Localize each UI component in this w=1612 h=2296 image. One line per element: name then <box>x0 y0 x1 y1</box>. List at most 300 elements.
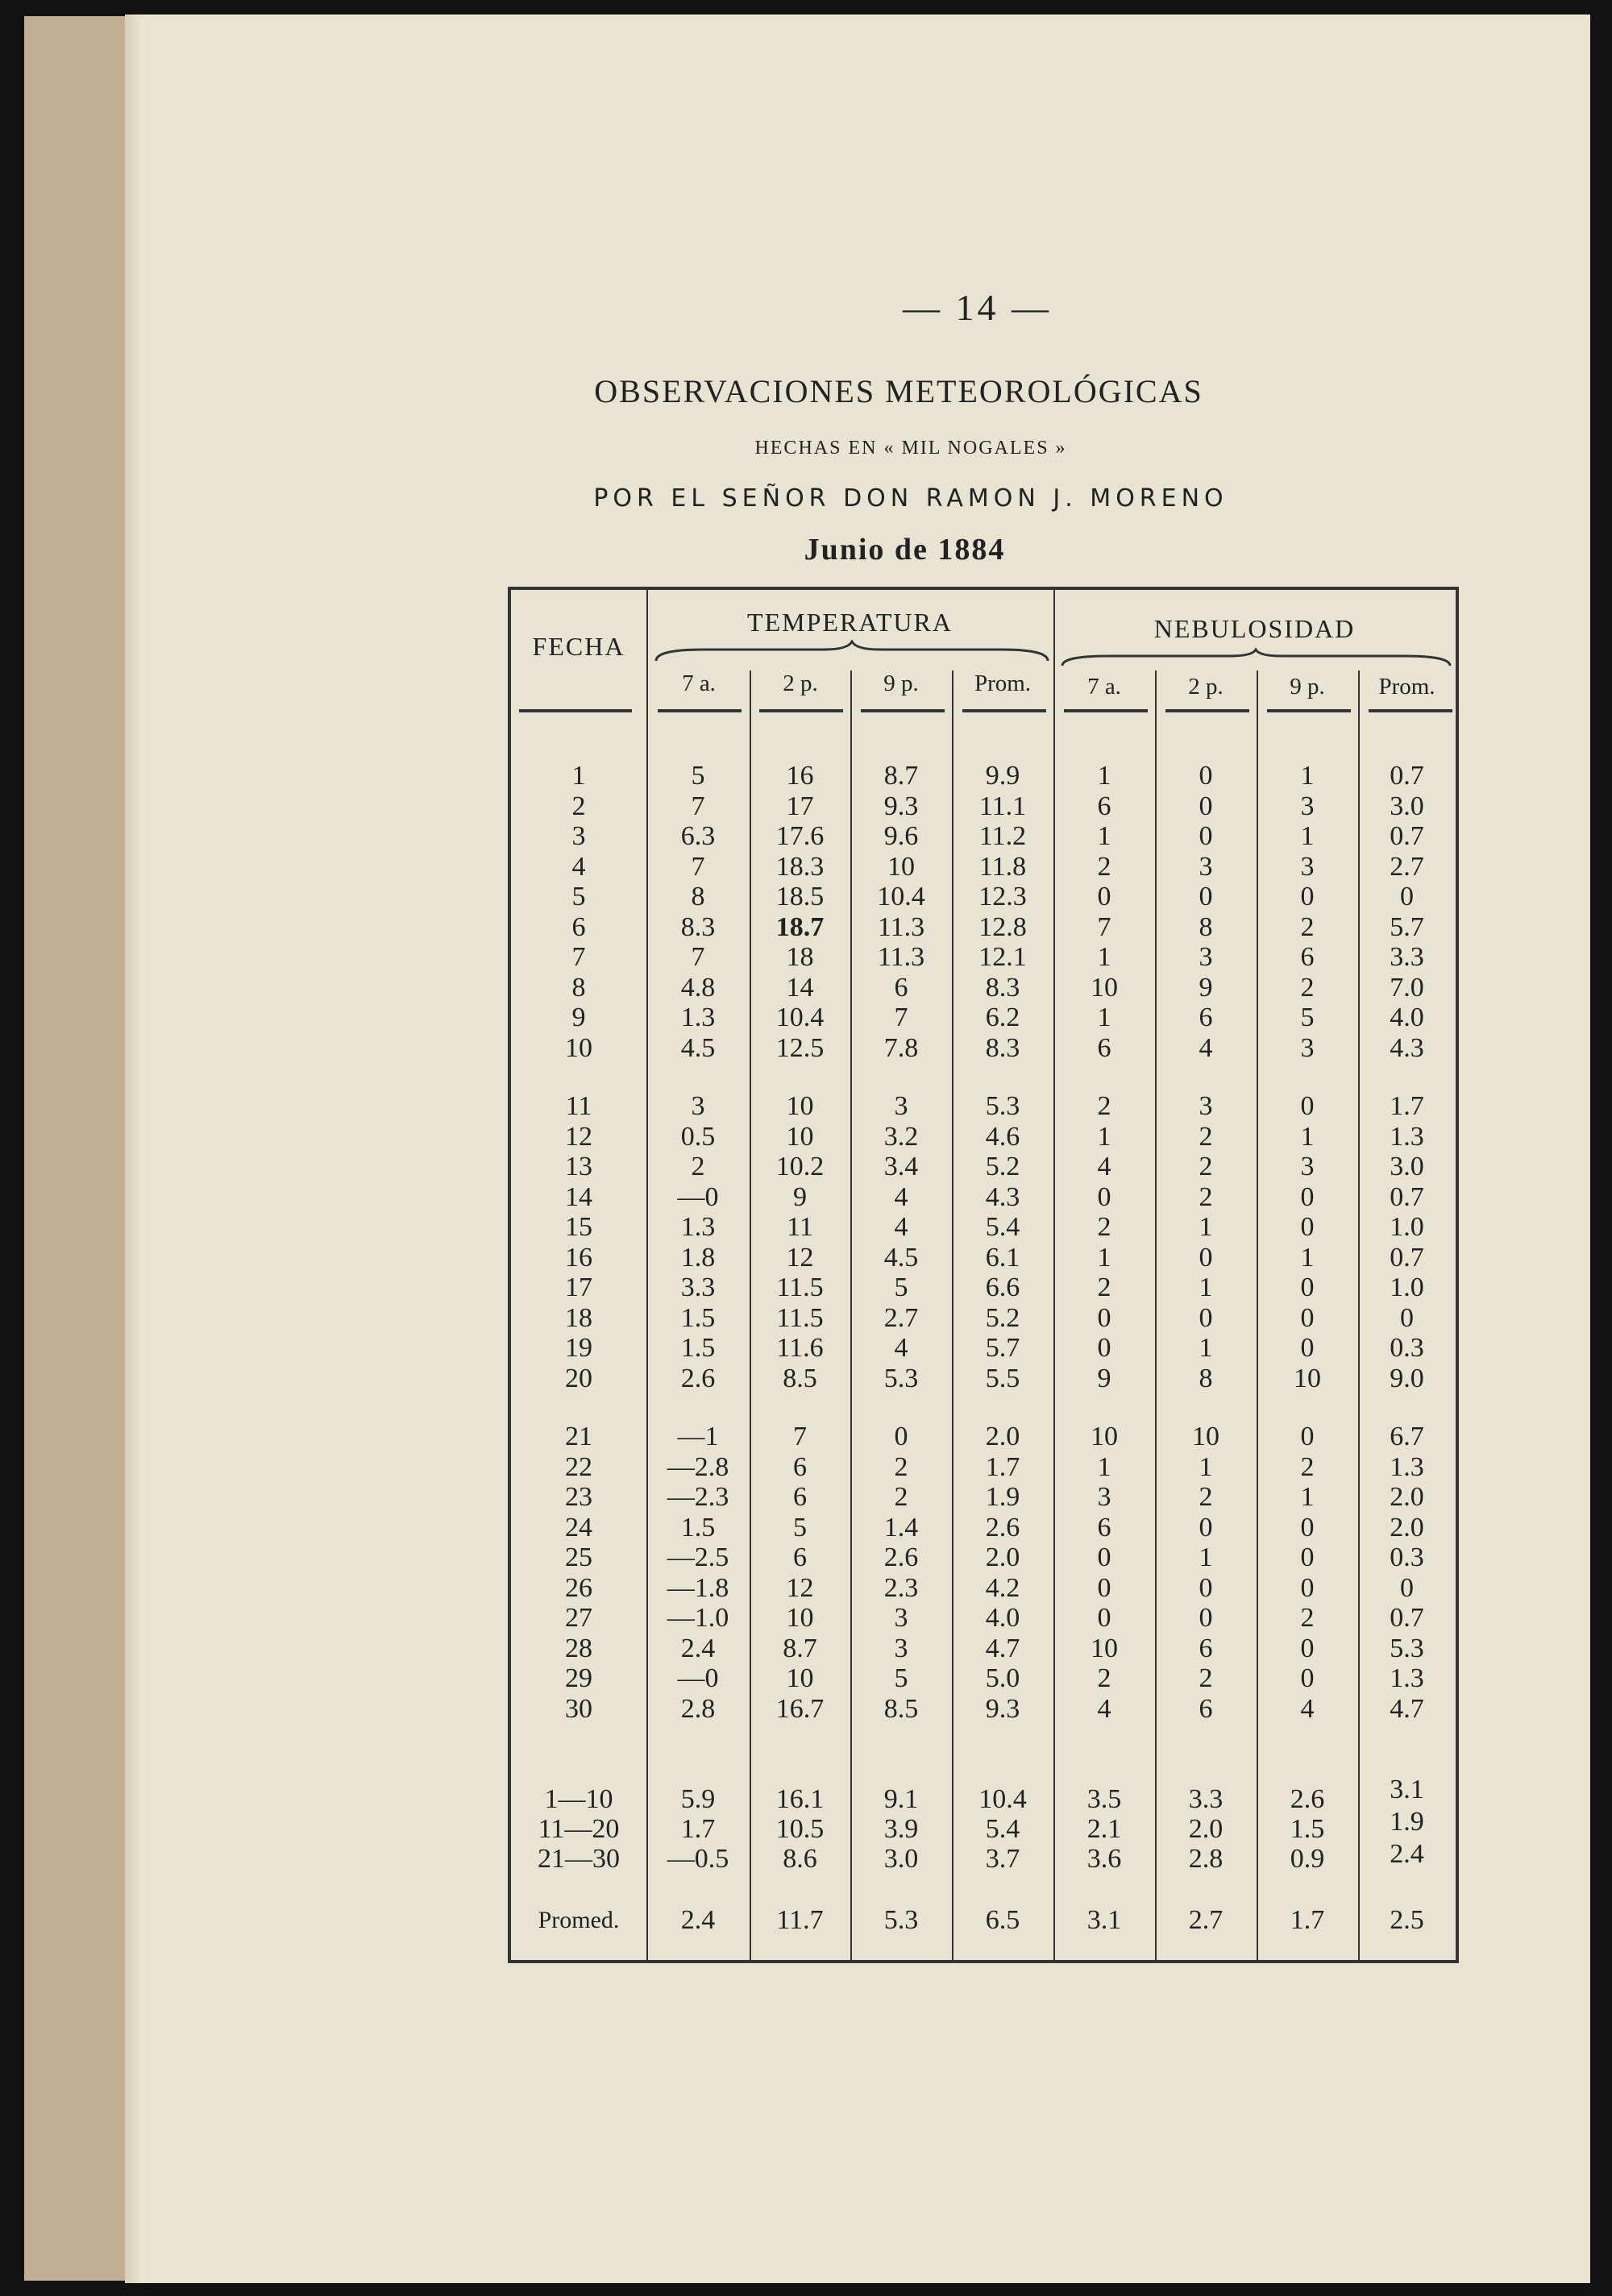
cell-fecha: 28 <box>565 1633 592 1663</box>
summary-cell-neb-prom: 3.1 <box>1390 1775 1424 1804</box>
cell-neb-7a: 2 <box>1097 1091 1111 1121</box>
promedio-cell-neb-9p: 1.7 <box>1290 1905 1325 1935</box>
cell-temp-2p: 11.6 <box>776 1333 824 1363</box>
cell-temp-7a: 1.5 <box>680 1512 716 1542</box>
cell-fecha: 30 <box>565 1693 592 1724</box>
cell-temp-9p: 9.6 <box>883 821 919 851</box>
cell-neb-2p: 10 <box>1192 1422 1219 1451</box>
cell-temp-2p: 6 <box>793 1451 807 1482</box>
cell-temp-9p: 2.6 <box>883 1542 919 1572</box>
cell-temp-9p: 2 <box>894 1482 908 1512</box>
col-neb-9p: 9 p. <box>1290 674 1325 700</box>
cell-temp-9p: 7.8 <box>883 1032 919 1063</box>
cell-temp-2p: 18.3 <box>775 851 825 882</box>
observations-table <box>508 587 1459 1963</box>
cell-neb-9p: 2 <box>1300 1451 1315 1482</box>
cell-neb-prom: 1.3 <box>1390 1451 1424 1482</box>
summary-cell-neb-prom: 2.4 <box>1390 1839 1424 1869</box>
page-number: — 14 — <box>903 287 1052 328</box>
summary-cell-neb-prom: 1.9 <box>1390 1807 1424 1837</box>
cell-temp-9p: 3 <box>894 1091 908 1121</box>
cell-neb-7a: 0 <box>1097 1603 1111 1633</box>
cell-temp-2p: 10.2 <box>775 1152 825 1181</box>
cell-neb-2p: 6 <box>1199 1633 1213 1663</box>
cell-neb-2p: 4 <box>1199 1032 1213 1063</box>
cell-temp-2p: 6 <box>793 1542 807 1572</box>
cell-neb-9p: 0 <box>1300 1091 1315 1121</box>
cell-temp-7a: 8 <box>691 882 705 911</box>
cell-neb-2p: 3 <box>1199 851 1213 882</box>
summary-cell-fecha: 1—10 <box>544 1784 613 1814</box>
promedio-cell-temp-7a: 2.4 <box>680 1905 716 1935</box>
book-spine <box>24 16 137 2281</box>
cell-fecha: 1 <box>571 761 586 791</box>
cell-temp-7a: 3 <box>691 1091 705 1121</box>
cell-neb-9p: 1 <box>1300 1482 1315 1512</box>
cell-temp-2p: 10 <box>786 1663 814 1693</box>
cell-temp-2p: 6 <box>793 1482 807 1512</box>
cell-neb-prom: 2.0 <box>1390 1512 1424 1542</box>
cell-neb-7a: 9 <box>1097 1363 1111 1393</box>
summary-cell-temp-9p: 3.9 <box>883 1814 919 1844</box>
cell-neb-9p: 2 <box>1300 1603 1315 1633</box>
cell-neb-9p: 3 <box>1300 791 1315 821</box>
cell-neb-7a: 10 <box>1091 972 1118 1003</box>
cell-neb-2p: 0 <box>1199 1572 1213 1603</box>
summary-cell-neb-7a: 3.5 <box>1086 1784 1122 1814</box>
cell-temp-2p: 10 <box>786 1091 814 1121</box>
cell-temp-7a: 1.5 <box>680 1302 716 1333</box>
cell-fecha: 23 <box>565 1482 592 1512</box>
col-temp-2p: 2 p. <box>783 671 818 696</box>
cell-neb-2p: 0 <box>1199 821 1213 851</box>
cell-neb-7a: 2 <box>1097 1273 1111 1302</box>
cell-temp-9p: 5 <box>894 1663 908 1693</box>
cell-neb-9p: 0 <box>1300 1542 1315 1572</box>
cell-neb-9p: 0 <box>1300 882 1315 911</box>
cell-neb-2p: 2 <box>1199 1663 1213 1693</box>
cell-fecha: 14 <box>565 1181 592 1212</box>
cell-temp-prom: 5.5 <box>985 1363 1020 1393</box>
cell-temp-9p: 5 <box>894 1273 908 1302</box>
cell-temp-9p: 4 <box>894 1333 908 1363</box>
cell-temp-2p: 11 <box>787 1212 813 1242</box>
cell-neb-2p: 1 <box>1199 1333 1213 1363</box>
cell-temp-2p: 16 <box>786 761 814 791</box>
cell-neb-2p: 2 <box>1199 1181 1213 1212</box>
cell-temp-prom: 9.3 <box>985 1693 1020 1724</box>
cell-temp-2p: 12.5 <box>775 1032 825 1063</box>
cell-neb-2p: 8 <box>1199 911 1213 942</box>
cell-neb-2p: 0 <box>1199 1242 1213 1273</box>
cell-neb-9p: 5 <box>1300 1003 1315 1032</box>
cell-neb-9p: 0 <box>1300 1572 1315 1603</box>
summary-cell-neb-9p: 0.9 <box>1290 1844 1325 1874</box>
summary-cell-fecha: 11—20 <box>538 1814 620 1844</box>
nebulosidad-brace <box>1061 648 1452 669</box>
cell-temp-2p: 18 <box>786 942 814 972</box>
cell-neb-prom: 4.7 <box>1390 1693 1424 1724</box>
cell-temp-9p: 11.3 <box>877 911 925 942</box>
cell-neb-7a: 0 <box>1097 882 1111 911</box>
cell-fecha: 12 <box>565 1121 592 1152</box>
cell-neb-7a: 10 <box>1091 1422 1118 1451</box>
cell-temp-prom: 2.0 <box>985 1422 1020 1451</box>
cell-temp-7a: 0.5 <box>680 1121 716 1152</box>
cell-fecha: 10 <box>565 1032 592 1063</box>
cell-neb-prom: 0.7 <box>1390 761 1424 791</box>
cell-temp-9p: 3 <box>894 1603 908 1633</box>
cell-neb-9p: 0 <box>1300 1512 1315 1542</box>
cell-neb-7a: 3 <box>1097 1482 1111 1512</box>
summary-cell-temp-prom: 3.7 <box>985 1844 1020 1874</box>
promedio-cell-fecha: Promed. <box>538 1907 620 1933</box>
cell-temp-9p: 0 <box>894 1422 908 1451</box>
cell-fecha: 24 <box>565 1512 592 1542</box>
cell-temp-9p: 9.3 <box>883 791 919 821</box>
cell-temp-2p: 11.5 <box>776 1302 824 1333</box>
summary-cell-temp-prom: 10.4 <box>978 1784 1027 1814</box>
header-nebulosidad: NEBULOSIDAD <box>1153 614 1356 643</box>
cell-neb-prom: 0.7 <box>1390 1181 1424 1212</box>
cell-neb-7a: 7 <box>1097 911 1111 942</box>
cell-temp-7a: —2.5 <box>667 1542 729 1572</box>
cell-temp-7a: 8.3 <box>680 911 716 942</box>
promedio-cell-temp-prom: 6.5 <box>985 1905 1020 1935</box>
cell-temp-prom: 5.2 <box>985 1302 1020 1333</box>
cell-temp-prom: 11.1 <box>978 791 1027 821</box>
cell-temp-prom: 5.2 <box>985 1152 1020 1181</box>
cell-temp-2p: 8.5 <box>783 1363 817 1393</box>
cell-neb-7a: 0 <box>1097 1542 1111 1572</box>
cell-temp-prom: 1.9 <box>985 1482 1020 1512</box>
col-temp-9p: 9 p. <box>883 671 919 696</box>
cell-temp-prom: 4.2 <box>985 1572 1020 1603</box>
promedio-cell-neb-2p: 2.7 <box>1188 1905 1224 1935</box>
cell-neb-prom: 0.7 <box>1390 821 1424 851</box>
cell-neb-2p: 1 <box>1199 1542 1213 1572</box>
cell-temp-7a: 7 <box>691 791 705 821</box>
document-title: OBSERVACIONES METEOROLÓGICAS <box>594 373 1203 409</box>
underline-col6 <box>1165 709 1249 712</box>
col-temp-7a: 7 a. <box>682 671 716 696</box>
cell-temp-prom: 11.2 <box>978 821 1027 851</box>
cell-temp-7a: 1.8 <box>680 1242 716 1273</box>
cell-neb-2p: 0 <box>1199 882 1213 911</box>
cell-neb-prom: 3.3 <box>1390 942 1424 972</box>
cell-temp-9p: 2.3 <box>883 1572 919 1603</box>
cell-temp-2p: 18.5 <box>775 882 825 911</box>
summary-cell-neb-7a: 3.6 <box>1086 1844 1122 1874</box>
cell-neb-2p: 9 <box>1199 972 1213 1003</box>
cell-temp-7a: —1 <box>677 1422 719 1451</box>
cell-temp-prom: 9.9 <box>985 761 1020 791</box>
document-subtitle: HECHAS EN « MIL NOGALES » <box>754 438 1067 459</box>
cell-fecha: 3 <box>571 821 586 851</box>
cell-temp-7a: 5 <box>691 761 705 791</box>
cell-fecha: 16 <box>565 1242 592 1273</box>
cell-fecha: 9 <box>571 1003 586 1032</box>
cell-fecha: 8 <box>571 972 586 1003</box>
cell-neb-7a: 1 <box>1097 1451 1111 1482</box>
cell-temp-9p: 4.5 <box>883 1242 919 1273</box>
cell-neb-9p: 1 <box>1300 1121 1315 1152</box>
promedio-cell-temp-2p: 11.7 <box>776 1905 824 1935</box>
cell-neb-7a: 2 <box>1097 1663 1111 1693</box>
cell-temp-7a: 1.5 <box>680 1333 716 1363</box>
cell-temp-9p: 5.3 <box>883 1363 919 1393</box>
cell-neb-prom: 5.3 <box>1390 1633 1424 1663</box>
cell-temp-9p: 8.5 <box>883 1693 919 1724</box>
summary-cell-neb-7a: 2.1 <box>1086 1814 1122 1844</box>
cell-temp-prom: 12.1 <box>978 942 1027 972</box>
cell-neb-9p: 0 <box>1300 1633 1315 1663</box>
summary-cell-temp-7a: 1.7 <box>680 1814 716 1844</box>
cell-neb-2p: 3 <box>1199 942 1213 972</box>
summary-cell-temp-9p: 9.1 <box>883 1784 919 1814</box>
cell-fecha: 13 <box>565 1152 592 1181</box>
cell-temp-2p: 12 <box>786 1572 814 1603</box>
cell-neb-prom: 1.0 <box>1390 1273 1424 1302</box>
cell-neb-9p: 2 <box>1300 911 1315 942</box>
cell-temp-9p: 6 <box>894 972 908 1003</box>
cell-neb-7a: 1 <box>1097 761 1111 791</box>
cell-neb-prom: 0 <box>1400 1572 1414 1603</box>
promedio-cell-temp-9p: 5.3 <box>883 1905 919 1935</box>
cell-fecha: 18 <box>565 1302 592 1333</box>
cell-neb-9p: 0 <box>1300 1302 1315 1333</box>
page-gutter <box>125 15 144 2283</box>
cell-temp-prom: 12.8 <box>978 911 1027 942</box>
cell-neb-prom: 2.7 <box>1390 851 1424 882</box>
cell-temp-prom: 6.1 <box>985 1242 1020 1273</box>
cell-fecha: 22 <box>565 1451 592 1482</box>
cell-neb-prom: 7.0 <box>1390 972 1424 1003</box>
cell-neb-prom: 0.3 <box>1390 1542 1424 1572</box>
cell-neb-9p: 3 <box>1300 851 1315 882</box>
col-neb-prom: Prom. <box>1378 674 1435 700</box>
cell-neb-prom: 1.3 <box>1390 1663 1424 1693</box>
cell-neb-7a: 1 <box>1097 942 1111 972</box>
cell-neb-prom: 6.7 <box>1390 1422 1424 1451</box>
cell-neb-9p: 1 <box>1300 1242 1315 1273</box>
cell-neb-7a: 10 <box>1091 1633 1118 1663</box>
cell-temp-prom: 4.0 <box>985 1603 1020 1633</box>
cell-neb-9p: 4 <box>1300 1693 1315 1724</box>
cell-temp-7a: —1.8 <box>667 1572 729 1603</box>
header-temperatura: TEMPERATURA <box>747 608 953 637</box>
cell-temp-9p: 3.4 <box>883 1152 919 1181</box>
cell-fecha: 27 <box>565 1603 592 1633</box>
cell-fecha: 21 <box>565 1422 592 1451</box>
summary-cell-temp-7a: —0.5 <box>667 1844 729 1874</box>
cell-neb-9p: 10 <box>1294 1363 1321 1393</box>
cell-neb-7a: 4 <box>1097 1693 1111 1724</box>
summary-cell-temp-9p: 3.0 <box>883 1844 919 1874</box>
cell-temp-prom: 4.6 <box>985 1121 1020 1152</box>
cell-temp-9p: 4 <box>894 1181 908 1212</box>
cell-neb-7a: 0 <box>1097 1181 1111 1212</box>
cell-temp-prom: 5.4 <box>985 1212 1020 1242</box>
cell-neb-prom: 2.0 <box>1390 1482 1424 1512</box>
cell-neb-9p: 0 <box>1300 1663 1315 1693</box>
cell-fecha: 5 <box>571 882 586 911</box>
summary-cell-neb-2p: 2.0 <box>1188 1814 1224 1844</box>
cell-temp-prom: 6.6 <box>985 1273 1020 1302</box>
cell-neb-7a: 1 <box>1097 1242 1111 1273</box>
cell-neb-7a: 2 <box>1097 851 1111 882</box>
cell-temp-2p: 5 <box>793 1512 807 1542</box>
cell-fecha: 15 <box>565 1212 592 1242</box>
cell-temp-7a: 3.3 <box>680 1273 716 1302</box>
cell-neb-9p: 0 <box>1300 1181 1315 1212</box>
summary-cell-temp-2p: 8.6 <box>783 1844 817 1874</box>
cell-neb-7a: 6 <box>1097 791 1111 821</box>
summary-cell-neb-2p: 2.8 <box>1188 1844 1224 1874</box>
cell-temp-7a: 4.8 <box>680 972 716 1003</box>
underline-col5 <box>1064 709 1148 712</box>
underline-col4 <box>962 709 1046 712</box>
cell-temp-9p: 10 <box>887 851 915 882</box>
cell-temp-2p: 11.5 <box>776 1273 824 1302</box>
cell-temp-9p: 8.7 <box>883 761 919 791</box>
cell-temp-7a: —2.3 <box>667 1482 729 1512</box>
summary-cell-neb-9p: 1.5 <box>1290 1814 1325 1844</box>
cell-fecha: 4 <box>571 851 586 882</box>
header-fecha: FECHA <box>532 632 625 661</box>
cell-temp-7a: —0 <box>677 1181 719 1212</box>
cell-neb-prom: 9.0 <box>1390 1363 1424 1393</box>
cell-fecha: 20 <box>565 1363 592 1393</box>
cell-temp-2p: 8.7 <box>783 1633 817 1663</box>
cell-neb-7a: 0 <box>1097 1333 1111 1363</box>
cell-temp-7a: —1.0 <box>667 1603 729 1633</box>
month-heading: Junio de 1884 <box>804 533 1006 567</box>
cell-fecha: 25 <box>565 1542 592 1572</box>
summary-cell-temp-2p: 16.1 <box>775 1784 825 1814</box>
cell-neb-7a: 6 <box>1097 1032 1111 1063</box>
cell-temp-7a: 7 <box>691 942 705 972</box>
cell-temp-7a: 2.6 <box>680 1363 716 1393</box>
cell-temp-7a: 1.3 <box>680 1212 716 1242</box>
cell-fecha: 17 <box>565 1273 592 1302</box>
cell-temp-7a: 7 <box>691 851 705 882</box>
cell-temp-7a: 2.4 <box>680 1633 716 1663</box>
cell-neb-prom: 3.0 <box>1390 791 1424 821</box>
cell-neb-2p: 0 <box>1199 761 1213 791</box>
cell-temp-prom: 8.3 <box>985 972 1020 1003</box>
cell-temp-7a: —0 <box>677 1663 719 1693</box>
cell-neb-9p: 1 <box>1300 761 1315 791</box>
cell-neb-prom: 4.3 <box>1390 1032 1424 1063</box>
cell-temp-2p: 16.7 <box>775 1693 825 1724</box>
cell-neb-prom: 0.3 <box>1390 1333 1424 1363</box>
cell-neb-2p: 6 <box>1199 1003 1213 1032</box>
cell-temp-prom: 2.6 <box>985 1512 1020 1542</box>
summary-cell-neb-2p: 3.3 <box>1188 1784 1224 1814</box>
cell-neb-9p: 2 <box>1300 972 1315 1003</box>
cell-neb-prom: 5.7 <box>1390 911 1424 942</box>
cell-neb-prom: 0.7 <box>1390 1603 1424 1633</box>
cell-neb-prom: 1.3 <box>1390 1121 1424 1152</box>
summary-cell-temp-prom: 5.4 <box>985 1814 1020 1844</box>
cell-neb-2p: 1 <box>1199 1451 1213 1482</box>
cell-temp-2p: 9 <box>793 1181 807 1212</box>
cell-temp-2p: 10 <box>786 1121 814 1152</box>
cell-neb-prom: 3.0 <box>1390 1152 1424 1181</box>
col-temp-prom: Prom. <box>974 671 1032 696</box>
cell-neb-2p: 2 <box>1199 1482 1213 1512</box>
cell-temp-7a: 2 <box>691 1152 705 1181</box>
cell-neb-9p: 3 <box>1300 1152 1315 1181</box>
cell-temp-9p: 11.3 <box>877 942 925 972</box>
cell-neb-2p: 1 <box>1199 1212 1213 1242</box>
cell-neb-prom: 4.0 <box>1390 1003 1424 1032</box>
col-neb-2p: 2 p. <box>1188 674 1224 700</box>
summary-cell-neb-9p: 2.6 <box>1290 1784 1325 1814</box>
underline-col1 <box>658 709 742 712</box>
cell-fecha: 7 <box>571 942 586 972</box>
promedio-cell-neb-7a: 3.1 <box>1086 1905 1122 1935</box>
cell-neb-9p: 6 <box>1300 942 1315 972</box>
cell-temp-2p: 18.7 <box>775 911 825 942</box>
cell-temp-prom: 4.3 <box>985 1181 1020 1212</box>
cell-neb-9p: 0 <box>1300 1212 1315 1242</box>
cell-neb-7a: 2 <box>1097 1212 1111 1242</box>
cell-fecha: 29 <box>565 1663 592 1693</box>
cell-fecha: 26 <box>565 1572 592 1603</box>
cell-temp-prom: 8.3 <box>985 1032 1020 1063</box>
cell-temp-2p: 14 <box>786 972 814 1003</box>
cell-neb-9p: 0 <box>1300 1333 1315 1363</box>
cell-temp-9p: 10.4 <box>877 882 925 911</box>
cell-temp-2p: 12 <box>786 1242 814 1273</box>
promedio-cell-neb-prom: 2.5 <box>1390 1905 1424 1935</box>
cell-neb-7a: 1 <box>1097 1003 1111 1032</box>
cell-temp-2p: 17.6 <box>775 821 825 851</box>
cell-temp-9p: 2.7 <box>883 1302 919 1333</box>
cell-neb-9p: 1 <box>1300 821 1315 851</box>
cell-temp-9p: 1.4 <box>883 1512 919 1542</box>
cell-neb-2p: 8 <box>1199 1363 1213 1393</box>
cell-neb-prom: 0.7 <box>1390 1242 1424 1273</box>
cell-temp-7a: 6.3 <box>680 821 716 851</box>
cell-temp-7a: 2.8 <box>680 1693 716 1724</box>
cell-neb-7a: 0 <box>1097 1572 1111 1603</box>
cell-neb-prom: 1.7 <box>1390 1091 1424 1121</box>
underline-fecha <box>519 709 632 712</box>
cell-fecha: 2 <box>571 791 586 821</box>
cell-temp-prom: 2.0 <box>985 1542 1020 1572</box>
cell-neb-7a: 1 <box>1097 1121 1111 1152</box>
cell-temp-9p: 4 <box>894 1212 908 1242</box>
cell-neb-2p: 1 <box>1199 1273 1213 1302</box>
cell-temp-prom: 5.0 <box>985 1663 1020 1693</box>
cell-fecha: 11 <box>565 1091 592 1121</box>
cell-temp-9p: 3 <box>894 1633 908 1663</box>
cell-temp-7a: —2.8 <box>667 1451 729 1482</box>
summary-cell-temp-7a: 5.9 <box>680 1784 716 1814</box>
cell-neb-2p: 0 <box>1199 1302 1213 1333</box>
cell-temp-prom: 4.7 <box>985 1633 1020 1663</box>
cell-neb-9p: 3 <box>1300 1032 1315 1063</box>
temperatura-brace <box>654 640 1049 664</box>
cell-neb-2p: 0 <box>1199 1603 1213 1633</box>
cell-neb-9p: 0 <box>1300 1273 1315 1302</box>
cell-neb-2p: 0 <box>1199 1512 1213 1542</box>
cell-neb-7a: 0 <box>1097 1302 1111 1333</box>
cell-temp-2p: 10 <box>786 1603 814 1633</box>
